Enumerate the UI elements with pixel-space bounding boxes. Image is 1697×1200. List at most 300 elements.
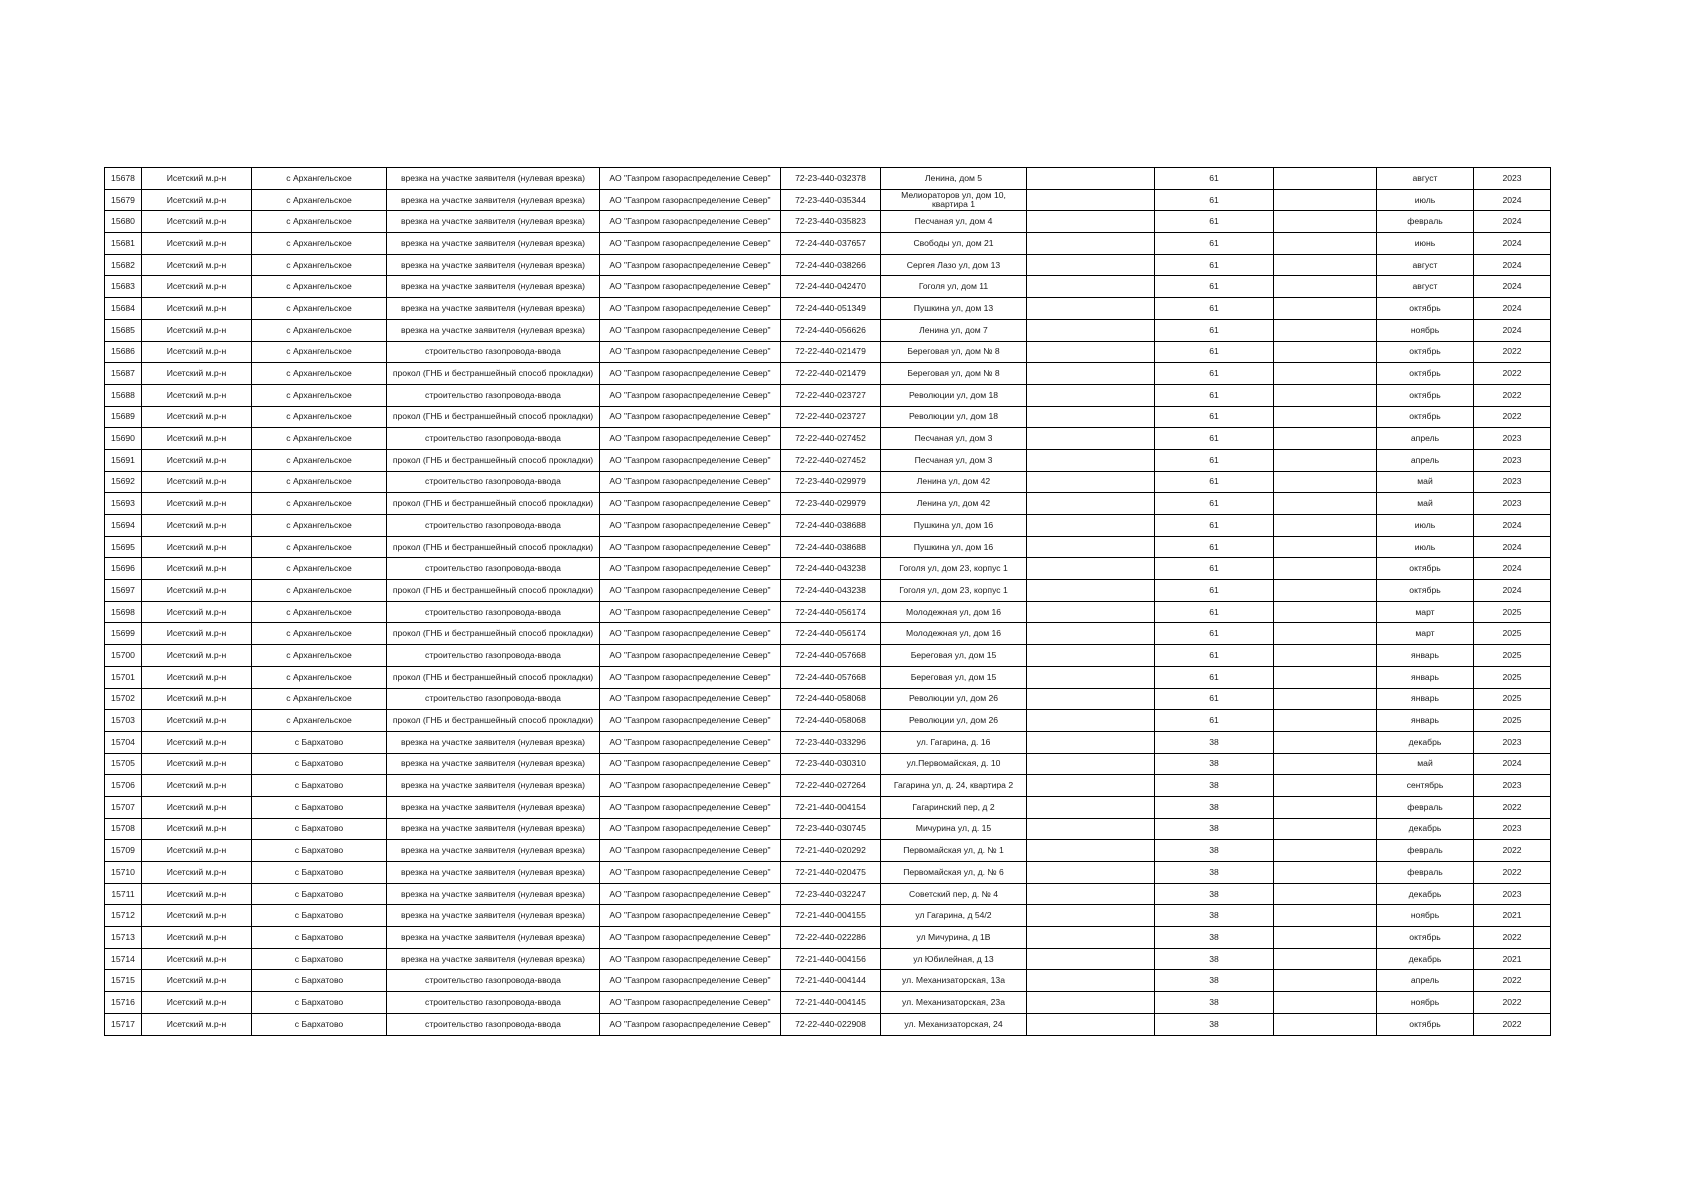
cell-year: 2022 bbox=[1474, 992, 1551, 1014]
cell-organization: АО "Газпром газораспределение Север" bbox=[600, 233, 781, 255]
cell-cost: 38 bbox=[1155, 905, 1274, 927]
cell-empty2 bbox=[1274, 927, 1377, 949]
cell-organization: АО "Газпром газораспределение Север" bbox=[600, 905, 781, 927]
cell-address: Ленина, дом 5 bbox=[881, 168, 1027, 190]
cell-empty1 bbox=[1027, 992, 1155, 1014]
cell-contract-no: 72-23-440-030745 bbox=[781, 818, 881, 840]
cell-id: 15692 bbox=[105, 471, 142, 493]
cell-empty2 bbox=[1274, 731, 1377, 753]
cell-id: 15704 bbox=[105, 731, 142, 753]
cell-month: апрель bbox=[1377, 449, 1474, 471]
cell-district: Исетский м.р-н bbox=[142, 970, 252, 992]
table-row bbox=[105, 601, 1551, 623]
cell-work-type: прокол (ГНБ и бестраншейный способ прокладки) bbox=[387, 363, 600, 385]
cell-year: 2022 bbox=[1474, 796, 1551, 818]
cell-contract-no: 72-24-440-051349 bbox=[781, 298, 881, 320]
cell-contract-no: 72-24-440-058068 bbox=[781, 710, 881, 732]
cell-empty2 bbox=[1274, 471, 1377, 493]
cell-id: 15697 bbox=[105, 580, 142, 602]
cell-cost: 38 bbox=[1155, 731, 1274, 753]
cell-year: 2023 bbox=[1474, 168, 1551, 190]
cell-year: 2022 bbox=[1474, 384, 1551, 406]
cell-empty1 bbox=[1027, 666, 1155, 688]
table-row bbox=[105, 515, 1551, 537]
cell-locality: с Бархатово bbox=[252, 1013, 387, 1035]
cell-id: 15703 bbox=[105, 710, 142, 732]
table-row bbox=[105, 688, 1551, 710]
cell-locality: с Архангельское bbox=[252, 233, 387, 255]
cell-locality: с Архангельское bbox=[252, 645, 387, 667]
cell-month: февраль bbox=[1377, 796, 1474, 818]
cell-id: 15689 bbox=[105, 406, 142, 428]
cell-year: 2022 bbox=[1474, 1013, 1551, 1035]
cell-work-type: прокол (ГНБ и бестраншейный способ прокладки) bbox=[387, 493, 600, 515]
cell-locality: с Архангельское bbox=[252, 558, 387, 580]
cell-work-type: врезка на участке заявителя (нулевая врезка) bbox=[387, 276, 600, 298]
cell-empty1 bbox=[1027, 862, 1155, 884]
cell-year: 2021 bbox=[1474, 905, 1551, 927]
cell-address: Сергея Лазо ул, дом 13 bbox=[881, 254, 1027, 276]
cell-district: Исетский м.р-н bbox=[142, 558, 252, 580]
cell-locality: с Архангельское bbox=[252, 710, 387, 732]
cell-empty1 bbox=[1027, 818, 1155, 840]
cell-organization: АО "Газпром газораспределение Север" bbox=[600, 1013, 781, 1035]
cell-id: 15695 bbox=[105, 536, 142, 558]
cell-month: август bbox=[1377, 168, 1474, 190]
cell-organization: АО "Газпром газораспределение Север" bbox=[600, 211, 781, 233]
cell-district: Исетский м.р-н bbox=[142, 818, 252, 840]
cell-empty2 bbox=[1274, 601, 1377, 623]
cell-locality: с Бархатово bbox=[252, 883, 387, 905]
cell-locality: с Бархатово bbox=[252, 753, 387, 775]
cell-cost: 61 bbox=[1155, 406, 1274, 428]
cell-id: 15706 bbox=[105, 775, 142, 797]
cell-empty2 bbox=[1274, 883, 1377, 905]
cell-cost: 61 bbox=[1155, 428, 1274, 450]
table-row bbox=[105, 168, 1551, 190]
cell-year: 2025 bbox=[1474, 666, 1551, 688]
cell-district: Исетский м.р-н bbox=[142, 536, 252, 558]
cell-empty2 bbox=[1274, 992, 1377, 1014]
cell-contract-no: 72-22-440-027264 bbox=[781, 775, 881, 797]
cell-year: 2025 bbox=[1474, 710, 1551, 732]
cell-address: Песчаная ул, дом 3 bbox=[881, 449, 1027, 471]
cell-locality: с Архангельское bbox=[252, 276, 387, 298]
cell-empty1 bbox=[1027, 341, 1155, 363]
cell-organization: АО "Газпром газораспределение Север" bbox=[600, 168, 781, 190]
cell-month: июль bbox=[1377, 536, 1474, 558]
cell-empty2 bbox=[1274, 580, 1377, 602]
cell-organization: АО "Газпром газораспределение Север" bbox=[600, 645, 781, 667]
cell-cost: 38 bbox=[1155, 970, 1274, 992]
cell-cost: 38 bbox=[1155, 927, 1274, 949]
cell-locality: с Архангельское bbox=[252, 189, 387, 211]
cell-organization: АО "Газпром газораспределение Север" bbox=[600, 558, 781, 580]
cell-year: 2025 bbox=[1474, 623, 1551, 645]
cell-district: Исетский м.р-н bbox=[142, 449, 252, 471]
cell-id: 15691 bbox=[105, 449, 142, 471]
cell-month: декабрь bbox=[1377, 818, 1474, 840]
cell-empty1 bbox=[1027, 276, 1155, 298]
cell-organization: АО "Газпром газораспределение Север" bbox=[600, 666, 781, 688]
cell-organization: АО "Газпром газораспределение Север" bbox=[600, 948, 781, 970]
cell-contract-no: 72-24-440-056626 bbox=[781, 319, 881, 341]
cell-district: Исетский м.р-н bbox=[142, 384, 252, 406]
table-row bbox=[105, 449, 1551, 471]
cell-id: 15712 bbox=[105, 905, 142, 927]
cell-year: 2025 bbox=[1474, 601, 1551, 623]
cell-cost: 61 bbox=[1155, 601, 1274, 623]
cell-locality: с Архангельское bbox=[252, 580, 387, 602]
cell-contract-no: 72-23-440-035823 bbox=[781, 211, 881, 233]
cell-empty1 bbox=[1027, 601, 1155, 623]
cell-year: 2025 bbox=[1474, 645, 1551, 667]
cell-address: Ленина ул, дом 7 bbox=[881, 319, 1027, 341]
table-row bbox=[105, 493, 1551, 515]
cell-year: 2024 bbox=[1474, 319, 1551, 341]
table-row bbox=[105, 298, 1551, 320]
cell-contract-no: 72-24-440-043238 bbox=[781, 580, 881, 602]
cell-locality: с Бархатово bbox=[252, 948, 387, 970]
cell-id: 15710 bbox=[105, 862, 142, 884]
cell-address: Песчаная ул, дом 4 bbox=[881, 211, 1027, 233]
cell-organization: АО "Газпром газораспределение Север" bbox=[600, 688, 781, 710]
cell-month: апрель bbox=[1377, 970, 1474, 992]
cell-cost: 38 bbox=[1155, 1013, 1274, 1035]
cell-locality: с Архангельское bbox=[252, 536, 387, 558]
cell-cost: 61 bbox=[1155, 688, 1274, 710]
cell-address: Мичурина ул, д. 15 bbox=[881, 818, 1027, 840]
cell-work-type: врезка на участке заявителя (нулевая врезка) bbox=[387, 731, 600, 753]
cell-work-type: врезка на участке заявителя (нулевая врезка) bbox=[387, 211, 600, 233]
cell-locality: с Архангельское bbox=[252, 384, 387, 406]
cell-month: июль bbox=[1377, 515, 1474, 537]
cell-empty2 bbox=[1274, 948, 1377, 970]
cell-contract-no: 72-23-440-032378 bbox=[781, 168, 881, 190]
cell-organization: АО "Газпром газораспределение Север" bbox=[600, 927, 781, 949]
cell-id: 15714 bbox=[105, 948, 142, 970]
cell-month: май bbox=[1377, 471, 1474, 493]
cell-cost: 38 bbox=[1155, 775, 1274, 797]
cell-id: 15711 bbox=[105, 883, 142, 905]
cell-district: Исетский м.р-н bbox=[142, 319, 252, 341]
cell-empty2 bbox=[1274, 623, 1377, 645]
cell-empty2 bbox=[1274, 515, 1377, 537]
cell-cost: 61 bbox=[1155, 254, 1274, 276]
cell-cost: 61 bbox=[1155, 515, 1274, 537]
cell-locality: с Архангельское bbox=[252, 254, 387, 276]
cell-empty2 bbox=[1274, 406, 1377, 428]
cell-month: май bbox=[1377, 753, 1474, 775]
table-row bbox=[105, 558, 1551, 580]
cell-cost: 38 bbox=[1155, 992, 1274, 1014]
cell-district: Исетский м.р-н bbox=[142, 862, 252, 884]
cell-id: 15680 bbox=[105, 211, 142, 233]
table-row bbox=[105, 666, 1551, 688]
cell-empty2 bbox=[1274, 666, 1377, 688]
cell-locality: с Архангельское bbox=[252, 688, 387, 710]
cell-organization: АО "Газпром газораспределение Север" bbox=[600, 449, 781, 471]
table-row bbox=[105, 927, 1551, 949]
cell-empty1 bbox=[1027, 753, 1155, 775]
cell-district: Исетский м.р-н bbox=[142, 948, 252, 970]
cell-cost: 61 bbox=[1155, 666, 1274, 688]
cell-district: Исетский м.р-н bbox=[142, 666, 252, 688]
cell-contract-no: 72-22-440-027452 bbox=[781, 449, 881, 471]
data-table bbox=[104, 167, 1551, 1036]
cell-district: Исетский м.р-н bbox=[142, 471, 252, 493]
cell-district: Исетский м.р-н bbox=[142, 645, 252, 667]
cell-address: ул. Механизаторская, 13а bbox=[881, 970, 1027, 992]
cell-work-type: врезка на участке заявителя (нулевая врезка) bbox=[387, 298, 600, 320]
cell-empty2 bbox=[1274, 211, 1377, 233]
cell-cost: 61 bbox=[1155, 710, 1274, 732]
cell-empty2 bbox=[1274, 298, 1377, 320]
cell-contract-no: 72-22-440-023727 bbox=[781, 384, 881, 406]
cell-district: Исетский м.р-н bbox=[142, 883, 252, 905]
cell-work-type: строительство газопровода-ввода bbox=[387, 471, 600, 493]
cell-empty2 bbox=[1274, 189, 1377, 211]
cell-district: Исетский м.р-н bbox=[142, 796, 252, 818]
table-row bbox=[105, 406, 1551, 428]
cell-empty2 bbox=[1274, 384, 1377, 406]
cell-empty1 bbox=[1027, 211, 1155, 233]
cell-empty2 bbox=[1274, 905, 1377, 927]
cell-empty2 bbox=[1274, 840, 1377, 862]
cell-year: 2024 bbox=[1474, 558, 1551, 580]
table-row bbox=[105, 840, 1551, 862]
cell-contract-no: 72-21-440-004155 bbox=[781, 905, 881, 927]
table-row bbox=[105, 710, 1551, 732]
cell-id: 15683 bbox=[105, 276, 142, 298]
cell-empty1 bbox=[1027, 905, 1155, 927]
cell-organization: АО "Газпром газораспределение Север" bbox=[600, 883, 781, 905]
cell-id: 15701 bbox=[105, 666, 142, 688]
table-row bbox=[105, 471, 1551, 493]
cell-address: Советский пер, д. № 4 bbox=[881, 883, 1027, 905]
cell-locality: с Архангельское bbox=[252, 515, 387, 537]
cell-empty1 bbox=[1027, 298, 1155, 320]
cell-empty1 bbox=[1027, 406, 1155, 428]
cell-address: Первомайская ул, д. № 6 bbox=[881, 862, 1027, 884]
cell-empty1 bbox=[1027, 970, 1155, 992]
cell-address: Песчаная ул, дом 3 bbox=[881, 428, 1027, 450]
cell-year: 2022 bbox=[1474, 406, 1551, 428]
cell-empty2 bbox=[1274, 276, 1377, 298]
cell-cost: 61 bbox=[1155, 276, 1274, 298]
cell-empty2 bbox=[1274, 710, 1377, 732]
cell-work-type: строительство газопровода-ввода bbox=[387, 428, 600, 450]
cell-month: июнь bbox=[1377, 233, 1474, 255]
cell-empty2 bbox=[1274, 341, 1377, 363]
cell-empty1 bbox=[1027, 319, 1155, 341]
cell-month: октябрь bbox=[1377, 558, 1474, 580]
cell-empty1 bbox=[1027, 1013, 1155, 1035]
cell-empty1 bbox=[1027, 883, 1155, 905]
cell-organization: АО "Газпром газораспределение Север" bbox=[600, 580, 781, 602]
cell-year: 2024 bbox=[1474, 254, 1551, 276]
cell-year: 2024 bbox=[1474, 189, 1551, 211]
cell-cost: 61 bbox=[1155, 363, 1274, 385]
cell-cost: 61 bbox=[1155, 645, 1274, 667]
cell-district: Исетский м.р-н bbox=[142, 731, 252, 753]
cell-work-type: строительство газопровода-ввода bbox=[387, 970, 600, 992]
cell-address: Ленина ул, дом 42 bbox=[881, 493, 1027, 515]
cell-id: 15713 bbox=[105, 927, 142, 949]
cell-cost: 61 bbox=[1155, 233, 1274, 255]
cell-empty2 bbox=[1274, 775, 1377, 797]
cell-district: Исетский м.р-н bbox=[142, 710, 252, 732]
cell-contract-no: 72-22-440-021479 bbox=[781, 363, 881, 385]
cell-work-type: врезка на участке заявителя (нулевая врезка) bbox=[387, 818, 600, 840]
cell-id: 15716 bbox=[105, 992, 142, 1014]
cell-id: 15715 bbox=[105, 970, 142, 992]
cell-address: Гоголя ул, дом 23, корпус 1 bbox=[881, 580, 1027, 602]
cell-contract-no: 72-21-440-020292 bbox=[781, 840, 881, 862]
cell-cost: 61 bbox=[1155, 189, 1274, 211]
cell-work-type: строительство газопровода-ввода bbox=[387, 558, 600, 580]
table-row bbox=[105, 428, 1551, 450]
cell-contract-no: 72-21-440-020475 bbox=[781, 862, 881, 884]
table-row bbox=[105, 796, 1551, 818]
cell-contract-no: 72-22-440-027452 bbox=[781, 428, 881, 450]
cell-empty1 bbox=[1027, 645, 1155, 667]
cell-year: 2024 bbox=[1474, 233, 1551, 255]
cell-locality: с Бархатово bbox=[252, 731, 387, 753]
cell-year: 2022 bbox=[1474, 970, 1551, 992]
cell-contract-no: 72-23-440-030310 bbox=[781, 753, 881, 775]
cell-year: 2021 bbox=[1474, 948, 1551, 970]
cell-address: Ленина ул, дом 42 bbox=[881, 471, 1027, 493]
cell-empty1 bbox=[1027, 536, 1155, 558]
cell-organization: АО "Газпром газораспределение Север" bbox=[600, 384, 781, 406]
cell-contract-no: 72-21-440-004156 bbox=[781, 948, 881, 970]
cell-work-type: врезка на участке заявителя (нулевая врезка) bbox=[387, 840, 600, 862]
cell-id: 15687 bbox=[105, 363, 142, 385]
cell-contract-no: 72-24-440-038688 bbox=[781, 536, 881, 558]
cell-year: 2022 bbox=[1474, 363, 1551, 385]
cell-empty2 bbox=[1274, 818, 1377, 840]
cell-work-type: строительство газопровода-ввода bbox=[387, 992, 600, 1014]
cell-district: Исетский м.р-н bbox=[142, 927, 252, 949]
cell-cost: 38 bbox=[1155, 796, 1274, 818]
cell-id: 15682 bbox=[105, 254, 142, 276]
cell-month: октябрь bbox=[1377, 363, 1474, 385]
cell-empty2 bbox=[1274, 688, 1377, 710]
cell-district: Исетский м.р-н bbox=[142, 992, 252, 1014]
cell-address: ул Гагарина, д 54/2 bbox=[881, 905, 1027, 927]
cell-year: 2024 bbox=[1474, 580, 1551, 602]
cell-year: 2025 bbox=[1474, 688, 1551, 710]
cell-organization: АО "Газпром газораспределение Север" bbox=[600, 970, 781, 992]
cell-address: Береговая ул, дом 15 bbox=[881, 666, 1027, 688]
cell-address: Гоголя ул, дом 11 bbox=[881, 276, 1027, 298]
cell-contract-no: 72-21-440-004145 bbox=[781, 992, 881, 1014]
cell-month: ноябрь bbox=[1377, 319, 1474, 341]
cell-cost: 61 bbox=[1155, 211, 1274, 233]
cell-id: 15681 bbox=[105, 233, 142, 255]
cell-district: Исетский м.р-н bbox=[142, 341, 252, 363]
cell-district: Исетский м.р-н bbox=[142, 428, 252, 450]
cell-work-type: врезка на участке заявителя (нулевая врезка) bbox=[387, 254, 600, 276]
table-row bbox=[105, 536, 1551, 558]
cell-locality: с Бархатово bbox=[252, 775, 387, 797]
cell-address: Революции ул, дом 26 bbox=[881, 688, 1027, 710]
cell-address: Гагаринский пер, д 2 bbox=[881, 796, 1027, 818]
cell-month: апрель bbox=[1377, 428, 1474, 450]
table-row bbox=[105, 341, 1551, 363]
cell-month: февраль bbox=[1377, 840, 1474, 862]
cell-cost: 38 bbox=[1155, 753, 1274, 775]
cell-month: ноябрь bbox=[1377, 992, 1474, 1014]
cell-month: февраль bbox=[1377, 862, 1474, 884]
cell-work-type: прокол (ГНБ и бестраншейный способ прокладки) bbox=[387, 580, 600, 602]
cell-id: 15708 bbox=[105, 818, 142, 840]
cell-cost: 61 bbox=[1155, 298, 1274, 320]
cell-district: Исетский м.р-н bbox=[142, 623, 252, 645]
cell-district: Исетский м.р-н bbox=[142, 363, 252, 385]
cell-empty2 bbox=[1274, 449, 1377, 471]
cell-work-type: строительство газопровода-ввода bbox=[387, 645, 600, 667]
table-body bbox=[105, 168, 1551, 1036]
cell-organization: АО "Газпром газораспределение Север" bbox=[600, 601, 781, 623]
cell-address: Мелиораторов ул, дом 10, квартира 1 bbox=[881, 189, 1027, 211]
cell-year: 2024 bbox=[1474, 298, 1551, 320]
cell-id: 15694 bbox=[105, 515, 142, 537]
cell-year: 2022 bbox=[1474, 927, 1551, 949]
cell-contract-no: 72-22-440-023727 bbox=[781, 406, 881, 428]
cell-empty1 bbox=[1027, 796, 1155, 818]
cell-contract-no: 72-24-440-058068 bbox=[781, 688, 881, 710]
table-row bbox=[105, 905, 1551, 927]
cell-month: октябрь bbox=[1377, 927, 1474, 949]
cell-month: декабрь bbox=[1377, 948, 1474, 970]
cell-address: ул. Гагарина, д. 16 bbox=[881, 731, 1027, 753]
table-row bbox=[105, 775, 1551, 797]
cell-district: Исетский м.р-н bbox=[142, 233, 252, 255]
cell-cost: 61 bbox=[1155, 471, 1274, 493]
cell-work-type: врезка на участке заявителя (нулевая врезка) bbox=[387, 753, 600, 775]
cell-cost: 38 bbox=[1155, 840, 1274, 862]
cell-empty2 bbox=[1274, 493, 1377, 515]
cell-cost: 38 bbox=[1155, 948, 1274, 970]
cell-empty1 bbox=[1027, 168, 1155, 190]
cell-year: 2023 bbox=[1474, 775, 1551, 797]
cell-locality: с Архангельское bbox=[252, 623, 387, 645]
cell-work-type: строительство газопровода-ввода bbox=[387, 515, 600, 537]
cell-id: 15696 bbox=[105, 558, 142, 580]
cell-id: 15700 bbox=[105, 645, 142, 667]
cell-address: ул. Механизаторская, 23а bbox=[881, 992, 1027, 1014]
cell-address: Революции ул, дом 26 bbox=[881, 710, 1027, 732]
cell-organization: АО "Газпром газораспределение Север" bbox=[600, 710, 781, 732]
cell-contract-no: 72-22-440-022908 bbox=[781, 1013, 881, 1035]
table-row bbox=[105, 992, 1551, 1014]
cell-empty2 bbox=[1274, 168, 1377, 190]
cell-year: 2023 bbox=[1474, 818, 1551, 840]
cell-locality: с Архангельское bbox=[252, 449, 387, 471]
cell-id: 15702 bbox=[105, 688, 142, 710]
cell-organization: АО "Газпром газораспределение Север" bbox=[600, 775, 781, 797]
cell-empty1 bbox=[1027, 558, 1155, 580]
cell-district: Исетский м.р-н bbox=[142, 775, 252, 797]
cell-empty1 bbox=[1027, 515, 1155, 537]
cell-month: ноябрь bbox=[1377, 905, 1474, 927]
cell-id: 15686 bbox=[105, 341, 142, 363]
cell-work-type: врезка на участке заявителя (нулевая врезка) bbox=[387, 948, 600, 970]
cell-district: Исетский м.р-н bbox=[142, 1013, 252, 1035]
cell-year: 2024 bbox=[1474, 515, 1551, 537]
